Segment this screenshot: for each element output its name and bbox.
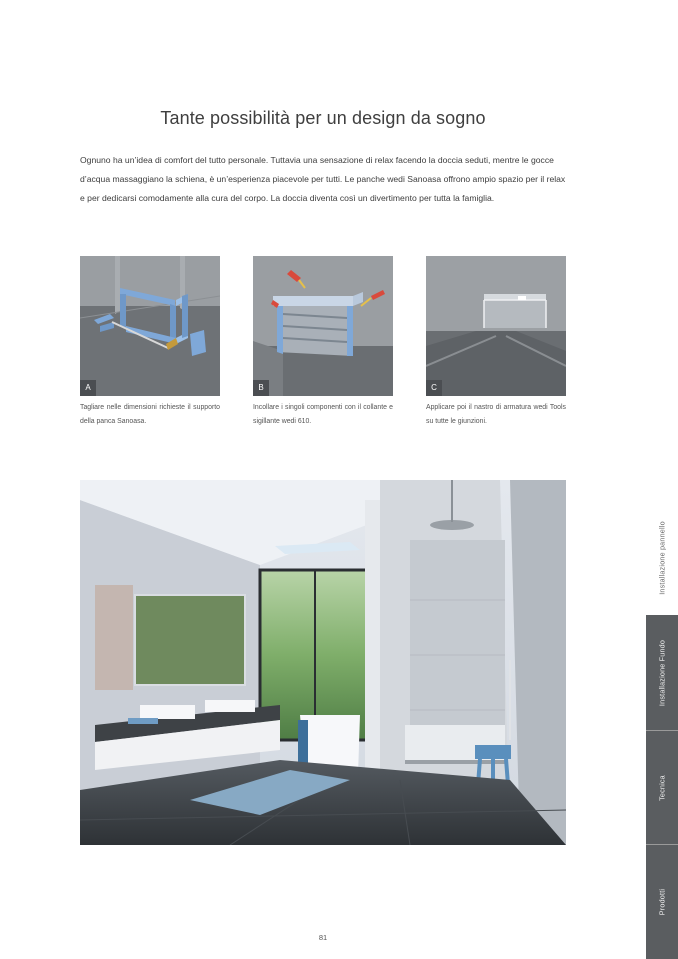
page-title: Tante possibilità per un design da sogno bbox=[160, 108, 486, 128]
step-c bbox=[426, 256, 566, 428]
tab-installazione-pannello-label: Installazione pannello bbox=[657, 520, 667, 595]
bathroom-photo bbox=[80, 480, 566, 845]
tab-installazione-pannello[interactable] bbox=[646, 500, 678, 615]
step-b-image bbox=[253, 256, 393, 396]
step-c-image bbox=[426, 256, 566, 396]
step-c-caption: Applicare poi il nastro di armatura wedi Tools su tutte le giunzioni. bbox=[426, 404, 566, 425]
tab-installazione-fundo-label: Installazione Fundo bbox=[657, 639, 667, 706]
step-a-image bbox=[80, 256, 220, 396]
step-c-letter: C bbox=[426, 380, 442, 396]
tab-installazione-fundo[interactable] bbox=[646, 615, 678, 730]
intro-paragraph: Ognuno ha un’idea di comfort del tutto personale. Tuttavia una sensazione di relax facendo la doccia seduti, mentre le gocce d’acqua massaggiano la schiena, è un’esperienza piacevole per tutti. Le panche wedi Sanoasa offrono ampio spazio per il relax e per dedicarsi comodamente alla cura del corpo. La doccia diventa così un divertimento per tutta la famiglia. bbox=[80, 155, 566, 203]
step-a bbox=[80, 256, 220, 428]
step-b bbox=[253, 256, 393, 428]
page-number: 81 bbox=[318, 933, 328, 942]
step-a-letter: A bbox=[80, 380, 96, 396]
step-b-letter: B bbox=[253, 380, 269, 396]
tab-tecnica[interactable] bbox=[646, 731, 678, 844]
step-b-caption: Incollare i singoli componenti con il collante e sigillante wedi 610. bbox=[253, 404, 393, 425]
step-a-caption: Tagliare nelle dimensioni richieste il supporto della panca Sanoasa. bbox=[80, 404, 220, 425]
tab-prodotti-label: Prodotti bbox=[657, 888, 667, 916]
tab-prodotti[interactable] bbox=[646, 845, 678, 959]
tab-tecnica-label: Tecnica bbox=[657, 774, 667, 801]
